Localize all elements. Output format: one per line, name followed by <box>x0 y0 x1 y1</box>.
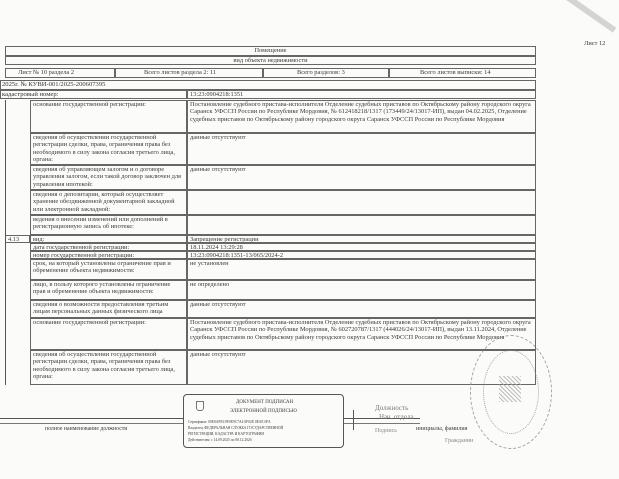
row-value: данные отсутствуют <box>187 350 536 385</box>
row-label: лицо, в пользу которого установлены ограничение прав и обременение объекта недвижимости: <box>30 280 187 300</box>
row-value: не установлен <box>187 259 536 280</box>
cadastral-label: кадастровый номер: <box>0 90 187 99</box>
signature-validity: Действителен: с 14.09.2025 по 08.12.2026 <box>188 438 252 442</box>
row-value: Запрещение регистрации <box>187 235 536 243</box>
object-type: Помещение <box>5 46 536 56</box>
stamp-name: Нач. отдела <box>379 413 414 421</box>
cadastral-value: 13:23:0904218:1351 <box>187 90 536 99</box>
grazhdanin-caption: Гражданин <box>445 438 474 444</box>
row-number: 4.13 <box>5 235 30 243</box>
signature-owner: Владелец: ФЕДЕРАЛЬНАЯ СЛУЖБА ГОСУДАРСТВЕННОЙ <box>188 426 284 430</box>
left-border <box>5 100 6 385</box>
row-value: 13:23:0904218:1351-13/065/2024-2 <box>187 251 536 259</box>
sections-count: Всего разделов: 3 <box>263 68 389 78</box>
sheet-number: Лист № 10 раздела 2 <box>5 68 115 78</box>
row-label: номер государственной регистрации: <box>30 251 187 259</box>
initials-caption: инициалы, фамилия <box>416 426 468 432</box>
row-label: сведения об осуществлении государственной регистрации сделки, права, ограничения права без необходимого в силу закона согласия третьего лица, органа: <box>30 133 187 165</box>
corner-smudge <box>564 0 617 33</box>
row-value: не определено <box>187 280 536 300</box>
row-value: данные отсутствуют <box>187 300 536 318</box>
row-label: сведения о возможности предоставления третьим лицам персональных данных физического лица <box>30 300 187 318</box>
stamp-divider <box>353 410 354 430</box>
row-label: сведения об осуществлении государственной регистрации сделки, права, ограничения права без необходимого в силу закона согласия третьего лица, органа: <box>30 350 187 385</box>
stamp-sign: Подпись <box>375 428 398 434</box>
row-label: вид: <box>30 235 187 243</box>
row-value: Постановление судебного пристава-исполнителя Отделение судебных приставов по Октябрьскому району городского округа Саранск УФССП России по Республике Мордовия, № 612418218/1317 (173449/24/13017-ИП), выдан 04.02.2025, Отделение судебных приставов по Октябрьскому району городского округа Саранск УФССП России по Республике Мордовия <box>187 100 536 133</box>
row-value: данные отсутствуют <box>187 165 536 190</box>
sheet-label: Лист 12 <box>584 40 606 47</box>
e-signature-box <box>183 394 344 448</box>
stamp-position: Должность <box>375 404 409 412</box>
row-label: ведения о внесении изменений или дополнений в регистрационную запись об ипотеке: <box>30 215 187 235</box>
signature-subtitle: ЭЛЕКТРОННОЙ ПОДПИСЬЮ <box>230 409 297 414</box>
row-label: сведения о депозитарии, который осуществляет хранение обездвиженной документарной закладной или электронной закладной: <box>30 190 187 215</box>
row-value <box>187 215 536 235</box>
official-seal <box>470 335 552 449</box>
signature-certificate: Сертификат: 00E8AFE6 9F0E9C7A4 0F02E 0EAE 0FA <box>188 420 271 424</box>
position-caption: полное наименование должности <box>45 426 128 432</box>
object-type-caption: вид объекта недвижимости <box>5 56 536 65</box>
row-value: Постановление судебного пристава-исполнителя Отделение судебных приставов по Октябрьскому району городского округа Саранск УФССП России по Республике Мордовия, № 602720787/1317 (444026/24/13017-ИП), выдан 13.11.2024, Отделение судебных приставов по Октябрьскому району городского округа Саранск УФССП России по Республике Мордовия <box>187 318 536 350</box>
row-label: основание государственной регистрации: <box>30 318 187 350</box>
extract-number: 2025г. № КУВИ-001/2025-200607395 <box>0 80 536 90</box>
row-label: сведения об управляющем залогом и о договоре управления залогом, если такой договор заключен для управления ипотекой: <box>30 165 187 190</box>
row-value <box>187 190 536 215</box>
row-label: основание государственной регистрации: <box>30 100 187 133</box>
row-value: 18.11.2024 13:29:28 <box>187 243 536 251</box>
signature-owner-2: РЕГИСТРАЦИИ, КАДАСТРА И КАРТОГРАФИИ <box>188 432 264 436</box>
row-value: данные отсутствуют <box>187 133 536 165</box>
section-sheets: Всего листов раздела 2: 11 <box>115 68 263 78</box>
emblem-icon <box>196 401 204 411</box>
total-sheets: Всего листов выписки: 14 <box>389 68 536 78</box>
row-label: дата государственной регистрации: <box>30 243 187 251</box>
signature-title: ДОКУМЕНТ ПОДПИСАН <box>236 400 294 405</box>
row-label: срок, на который установлены ограничение прав и обременение объекта недвижимости: <box>30 259 187 280</box>
